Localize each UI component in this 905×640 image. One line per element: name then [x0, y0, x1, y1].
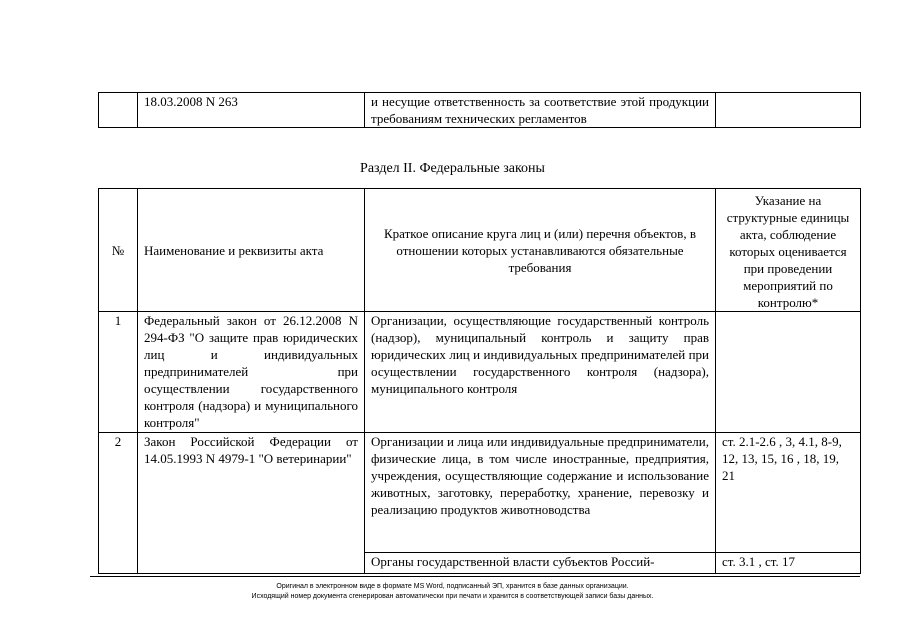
row-number-cell [99, 93, 138, 128]
description-cell: и несущие ответственность за соответствие этой продукции требованиям технических регламентов [365, 93, 716, 128]
row-number: 1 [99, 312, 138, 433]
header-structure: Указание на структурные единицы акта, соблюдение которых оценивается при проведении мероприятий по контролю* [716, 189, 861, 312]
sub-structure: ст. 3.1 , ст. 17 [716, 553, 861, 574]
structure-cell [716, 93, 861, 128]
sub-description: Органы государственной власти субъектов Россий- [365, 553, 716, 574]
footer-line-2: Исходящий номер документа сгенерирован автоматически при печати и хранится в соответствующей записи базы данных. [251, 593, 654, 600]
act-name: Федеральный закон от 26.12.2008 N 294-ФЗ "О защите прав юридических лиц и индивидуальных предпринимателей при осуществлении государственного контроля (надзора) и муниципального контроля" [138, 312, 365, 433]
header-act-name: Наименование и реквизиты акта [138, 189, 365, 312]
page-footer [0, 582, 905, 602]
act-name: Закон Российской Федерации от 14.05.1993 N 4979-1 "О ветеринарии" [138, 433, 365, 574]
description: Организации и лица или индивидуальные предприниматели, физические лица, в том числе иностранные, предприятия, учреждения, осуществляющие содержание и использование животных, заготовку, переработку, хранение, перевозку и реализацию продуктов животноводства [365, 433, 716, 553]
table-row [99, 433, 861, 553]
row-number: 2 [99, 433, 138, 574]
footer-divider [90, 576, 860, 577]
structure [716, 312, 861, 433]
table-header-row [99, 189, 861, 312]
footer-line-1: Оригинал в электронном виде в формате MS Word, подписанный ЭП, хранится в базе данных организации. [276, 583, 629, 590]
act-name-cell: 18.03.2008 N 263 [138, 93, 365, 128]
structure: ст. 2.1-2.6 , 3, 4.1, 8-9, 12, 13, 15, 16 , 18, 19, 21 [716, 433, 861, 553]
federal-laws-table [98, 188, 861, 574]
header-description: Краткое описание круга лиц и (или) перечня объектов, в отношении которых устанавливаются обязательные требования [365, 189, 716, 312]
table-row [99, 312, 861, 433]
header-number: № [99, 189, 138, 312]
previous-section-table [98, 92, 861, 128]
section-title: Раздел II. Федеральные законы [360, 161, 545, 176]
description: Организации, осуществляющие государственный контроль (надзор), муниципальный контроль и защиту прав юридических лиц и индивидуальных предпринимателей при осуществлении государственного контроля (надзора), муниципального контроля [365, 312, 716, 433]
table-row [99, 93, 861, 128]
